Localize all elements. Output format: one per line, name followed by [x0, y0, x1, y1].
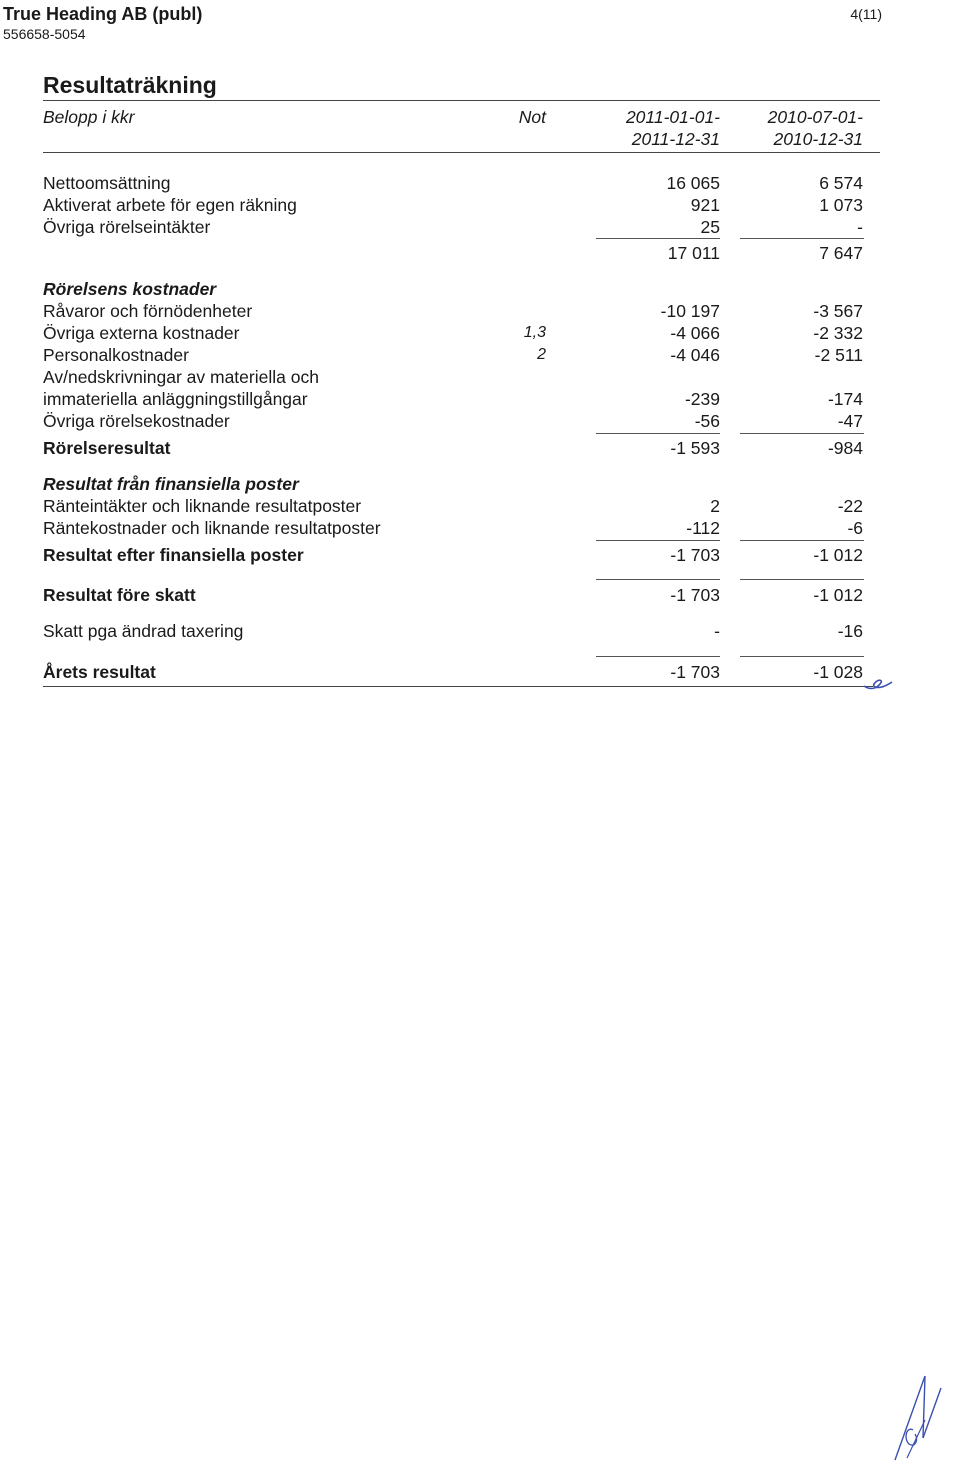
table-row — [0, 410, 960, 432]
subtotal-value-2011: 17 011 — [667, 243, 720, 263]
section-heading-label: Rörelsens kostnader — [43, 279, 217, 299]
statement-title: Resultaträkning — [43, 72, 217, 98]
table-row — [0, 517, 960, 539]
subtotal-rule-2011 — [596, 656, 720, 657]
row-note: 1,3 — [523, 324, 546, 341]
org-number: 556658-5054 — [3, 26, 86, 42]
subtotal-row — [0, 437, 960, 459]
row-value-2011: 921 — [690, 195, 720, 215]
row-value-2010: -1 012 — [813, 545, 863, 565]
row-value-2011: 25 — [700, 217, 720, 237]
row-value-2011: -1 593 — [670, 438, 720, 458]
table-row — [0, 388, 960, 410]
row-value-2011: -112 — [686, 518, 720, 538]
row-value-2011: -239 — [684, 389, 720, 409]
subtotal-rule-2010 — [740, 579, 864, 580]
row-value-2010: -2 332 — [813, 323, 863, 343]
table-row — [0, 172, 960, 194]
bottom-rule — [43, 686, 873, 687]
section-heading — [0, 278, 960, 300]
row-value-2011: 2 — [710, 496, 720, 516]
handwritten-check-mark — [858, 670, 898, 694]
row-value-2010: -47 — [837, 411, 863, 431]
header-rule — [43, 152, 880, 153]
total-row — [0, 661, 960, 683]
row-label: Aktiverat arbete för egen räkning — [43, 195, 297, 215]
subtotal-rule-2011 — [596, 579, 720, 580]
section-heading — [0, 473, 960, 495]
period1-header-start: 2011-01-01- — [625, 107, 720, 127]
amount-unit-label: Belopp i kkr — [43, 107, 135, 127]
row-value-2010: -1 028 — [813, 662, 863, 682]
row-value-2011: -1 703 — [670, 585, 720, 605]
company-name: True Heading AB (publ) — [3, 4, 203, 24]
section-heading-label: Resultat från finansiella poster — [43, 474, 299, 494]
subtotal-rule-2010 — [740, 540, 864, 541]
row-value-2010: -22 — [837, 496, 863, 516]
table-row — [0, 495, 960, 517]
table-row — [0, 620, 960, 642]
subtotal-rule-2011 — [596, 540, 720, 541]
row-note: 2 — [537, 346, 546, 363]
row-value-2010: - — [857, 217, 863, 237]
subtotal-row — [0, 584, 960, 606]
row-label: Skatt pga ändrad taxering — [43, 621, 244, 641]
row-value-2010: 6 574 — [819, 173, 863, 193]
row-value-2011: -1 703 — [670, 662, 720, 682]
row-value-2011: -4 046 — [670, 345, 720, 365]
column-header-row-2 — [0, 128, 960, 150]
page-number: 4(11) — [850, 6, 882, 22]
row-value-2010: -2 511 — [814, 345, 863, 365]
row-value-2010: -1 012 — [813, 585, 863, 605]
row-label: Resultat före skatt — [43, 585, 196, 605]
row-value-2010: -984 — [827, 438, 863, 458]
table-row — [0, 322, 960, 344]
row-value-2011: - — [714, 621, 720, 641]
row-value-2011: -10 197 — [660, 301, 720, 321]
subtotal-rule-2010 — [740, 238, 864, 239]
table-row — [0, 216, 960, 238]
row-label: Räntekostnader och liknande resultatposter — [43, 518, 381, 538]
row-value-2011: -4 066 — [670, 323, 720, 343]
period2-header-start: 2010-07-01- — [767, 107, 863, 127]
note-column-header: Not — [518, 107, 546, 127]
row-value-2010: 1 073 — [819, 195, 863, 215]
row-label: Resultat efter finansiella poster — [43, 545, 304, 565]
row-value-2010: -16 — [837, 621, 863, 641]
row-label: Av/nedskrivningar av materiella och — [43, 367, 319, 387]
row-label: Övriga rörelsekostnader — [43, 411, 230, 431]
subtotal-row — [0, 544, 960, 566]
row-label: Övriga rörelseintäkter — [43, 217, 211, 237]
row-label: Övriga externa kostnader — [43, 323, 240, 343]
row-label: Rörelseresultat — [43, 438, 171, 458]
column-header-row-1 — [0, 106, 960, 128]
table-row — [0, 366, 960, 388]
initials-signature — [885, 1368, 955, 1468]
subtotal-row — [0, 242, 960, 264]
table-row — [0, 194, 960, 216]
title-rule — [43, 100, 880, 101]
subtotal-rule-2011 — [596, 433, 720, 434]
row-label: Nettoomsättning — [43, 173, 171, 193]
row-label: immateriella anläggningstillgångar — [43, 389, 308, 409]
row-value-2010: -6 — [847, 518, 863, 538]
row-label: Ränteintäkter och liknande resultatposter — [43, 496, 362, 516]
row-value-2011: 16 065 — [666, 173, 720, 193]
row-value-2010: -174 — [827, 389, 863, 409]
row-value-2011: -56 — [694, 411, 720, 431]
row-value-2011: -1 703 — [670, 545, 720, 565]
row-label: Råvaror och förnödenheter — [43, 301, 253, 321]
row-label: Årets resultat — [43, 662, 156, 682]
table-row — [0, 300, 960, 322]
subtotal-rule-2010 — [740, 656, 864, 657]
subtotal-rule-2011 — [596, 238, 720, 239]
subtotal-rule-2010 — [740, 433, 864, 434]
row-value-2010: -3 567 — [813, 301, 863, 321]
row-label: Personalkostnader — [43, 345, 189, 365]
table-row — [0, 344, 960, 366]
subtotal-value-2010: 7 647 — [819, 243, 863, 263]
period2-header-end: 2010-12-31 — [773, 129, 863, 149]
period1-header-end: 2011-12-31 — [631, 129, 720, 149]
